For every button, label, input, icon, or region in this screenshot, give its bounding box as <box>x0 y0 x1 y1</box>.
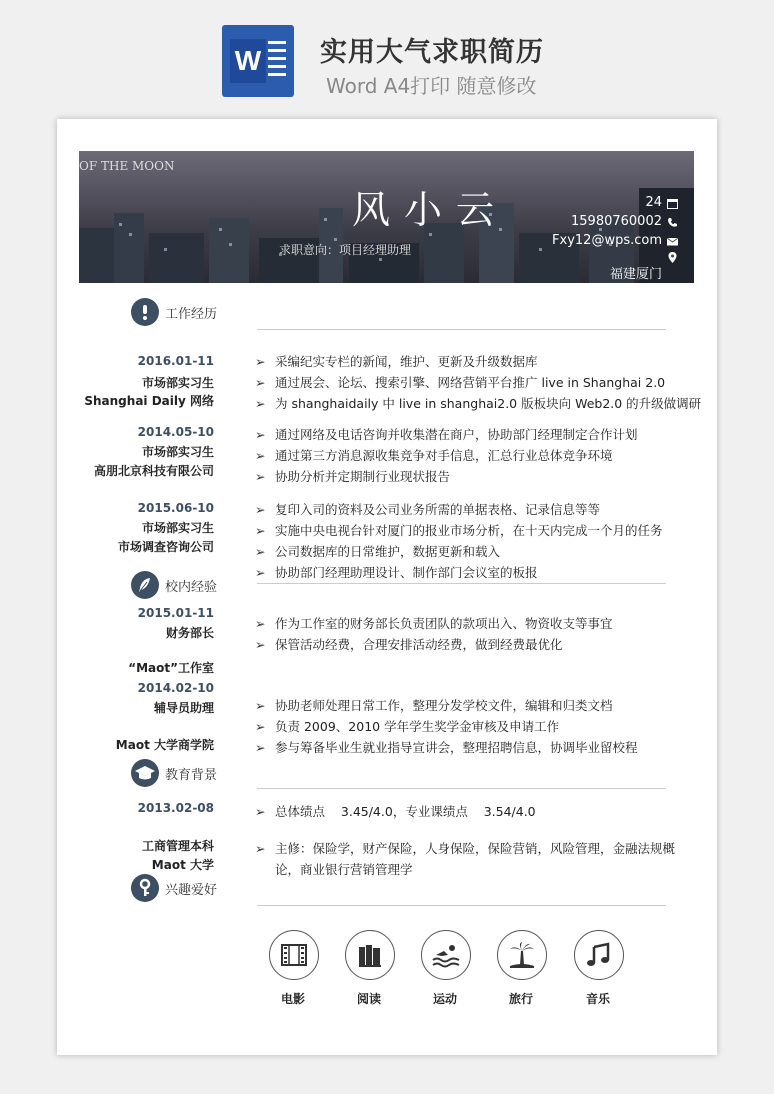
bullet-item: ➢ 协助老师处理日常工作，整理分发学校文件，编辑和归类文档 <box>255 698 613 713</box>
hobby-label: 电影 <box>280 992 305 1006</box>
divider <box>257 788 666 789</box>
promo-header <box>0 0 774 120</box>
graduation-cap-icon <box>131 759 159 787</box>
section-hobbies-title: 兴趣爱好 <box>165 883 218 898</box>
resume-banner <box>79 151 694 283</box>
hobby-label: 旅行 <box>508 992 533 1006</box>
hobby-label: 阅读 <box>356 992 381 1006</box>
bullet-item: ➢ 实施中央电视台针对厦门的报业市场分析，在十天内完成一个月的任务 <box>255 523 663 538</box>
job-intent: 求职意向：项目经理助理 <box>279 243 412 257</box>
contact-phone: 15980760002 <box>571 214 662 229</box>
work-1-role: 市场部实习生 <box>141 376 214 390</box>
word-logo-letter: W <box>230 39 266 83</box>
education-major: 工商管理本科 <box>141 839 214 853</box>
bullet-item: ➢ 为 shanghaidaily 中 live in shanghai2.0 版板块向 Web2.0 的升级做调研 <box>255 396 702 411</box>
contact-email: Fxy12@wps.com <box>552 233 662 248</box>
divider <box>257 905 666 906</box>
gpa-item: ➢ 总体绩点 3.45/4.0，专业课绩点 3.54/4.0 <box>255 804 536 819</box>
page-title: 实用大气求职简历 <box>320 37 544 68</box>
campus-1-role: 财务部长 <box>165 626 214 640</box>
bullet-item: ➢ 保管活动经费，合理安排活动经费，做到经费最优化 <box>255 637 563 652</box>
courses-item: ➢ 主修：保险学，财产保险，人身保险，保险营销，风险管理，金融法规概 <box>255 841 676 856</box>
divider <box>257 329 666 330</box>
section-education-title: 教育背景 <box>165 768 218 783</box>
bullet-item: ➢ 作为工作室的财务部长负责团队的款项出入、物资收支等事宜 <box>255 616 613 631</box>
page-subtitle: Word A4打印 随意修改 <box>326 74 537 98</box>
hobby-label: 运动 <box>432 992 457 1006</box>
calendar-icon <box>667 198 678 209</box>
work-3-role: 市场部实习生 <box>141 521 214 535</box>
bullet-item: ➢ 公司数据库的日常维护，数据更新和载入 <box>255 544 501 559</box>
info-icon <box>131 298 159 326</box>
education-school: Maot 大学 <box>151 858 214 872</box>
campus-1-org: “Maot”工作室 <box>128 661 214 675</box>
contact-location: 福建厦门 <box>609 267 662 282</box>
music-note-icon <box>574 930 624 980</box>
word-logo-icon <box>222 25 294 97</box>
bullet-item: ➢ 协助部门经理助理设计、制作部门会议室的板报 <box>255 565 538 580</box>
feather-icon <box>131 571 159 599</box>
mail-icon <box>667 236 678 247</box>
candidate-name: 风小云 <box>352 188 509 232</box>
books-icon <box>345 930 395 980</box>
work-2-org: 高朋北京科技有限公司 <box>93 464 214 478</box>
bullet-item: ➢ 负责 2009、2010 学年学生奖学金审核及申请工作 <box>255 719 560 734</box>
location-icon <box>667 252 678 263</box>
campus-1-date: 2015.01-11 <box>137 606 214 620</box>
education-date: 2013.02-08 <box>137 801 214 815</box>
bullet-item: ➢ 通过网络及电话咨询并收集潜在商户，协助部门经理制定合作计划 <box>255 427 638 442</box>
phone-icon <box>667 217 678 228</box>
work-3-org: 市场调查咨询公司 <box>117 540 214 554</box>
swimming-icon <box>421 930 471 980</box>
work-3-date: 2015.06-10 <box>137 501 214 515</box>
film-icon <box>269 930 319 980</box>
palm-tree-icon <box>497 930 547 980</box>
bullet-item: ➢ 参与筹备毕业生就业指导宣讲会，整理招聘信息，协调毕业留校程 <box>255 740 638 755</box>
banner-overlay-text: OF THE MOON <box>79 159 175 173</box>
campus-2-role: 辅导员助理 <box>153 701 214 715</box>
campus-2-org: Maot 大学商学院 <box>115 738 214 752</box>
work-2-role: 市场部实习生 <box>141 445 214 459</box>
section-work-title: 工作经历 <box>165 307 218 322</box>
bullet-item: ➢ 复印入司的资料及公司业务所需的单据表格、记录信息等等 <box>255 502 601 517</box>
divider <box>257 583 666 584</box>
courses-item-cont: 论，商业银行营销管理学 <box>275 862 413 877</box>
campus-2-date: 2014.02-10 <box>137 681 214 695</box>
bullet-item: ➢ 协助分析并定期制行业现状报告 <box>255 469 451 484</box>
work-1-org: Shanghai Daily 网络 <box>84 394 214 408</box>
section-campus-title: 校内经验 <box>165 580 218 595</box>
work-1-date: 2016.01-11 <box>137 354 214 368</box>
contact-age: 24 <box>645 195 662 210</box>
hobby-label: 音乐 <box>585 992 610 1006</box>
key-icon <box>131 874 159 902</box>
bullet-item: ➢ 采编纪实专栏的新闻，维护、更新及升级数据库 <box>255 354 538 369</box>
bullet-item: ➢ 通过第三方消息源收集竞争对手信息，汇总行业总体竞争环境 <box>255 448 613 463</box>
work-2-date: 2014.05-10 <box>137 425 214 439</box>
bullet-item: ➢ 通过展会、论坛、搜索引擎、网络营销平台推广 live in Shanghai 2.0 <box>255 375 666 390</box>
